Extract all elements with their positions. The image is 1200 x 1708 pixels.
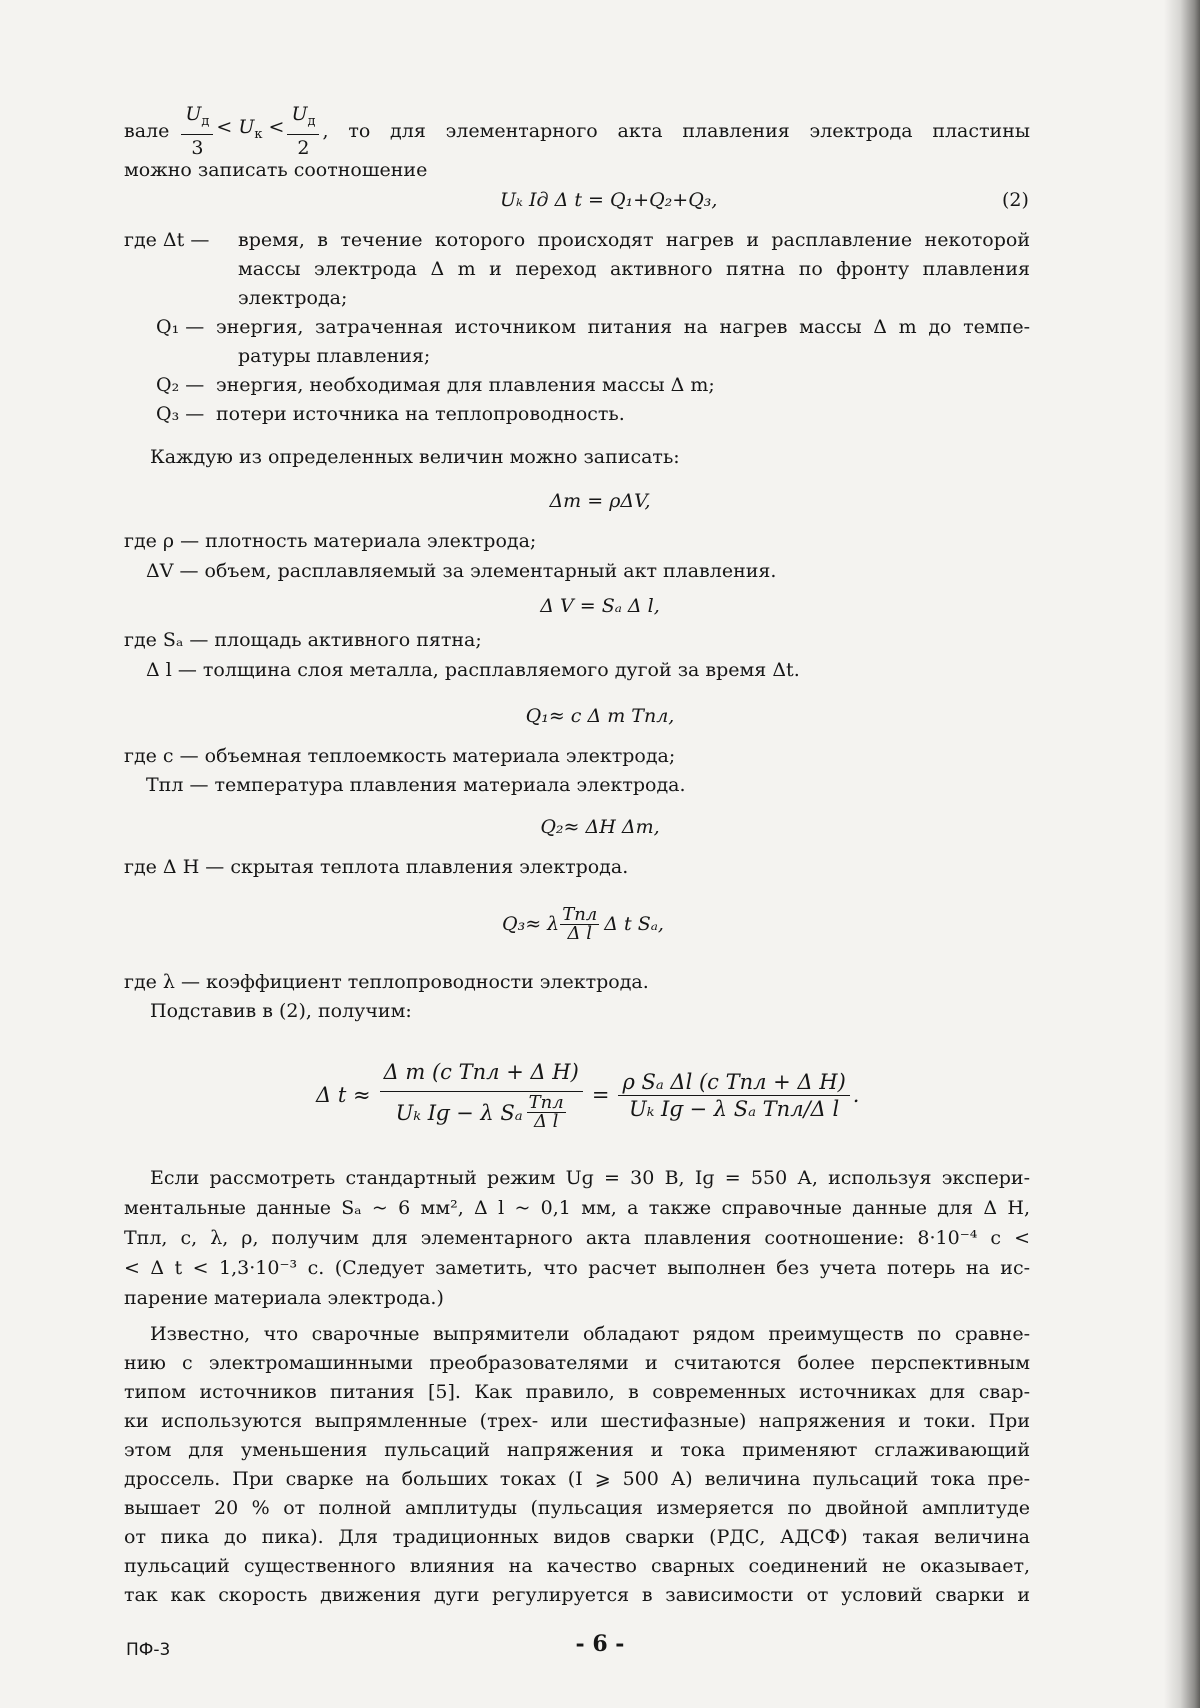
para2-line-4: ки используются выпрямленные (трех- или шестифазные) напряжения и токи. При (124, 1410, 1030, 1432)
def-dt-line-3: электрода; (238, 287, 348, 309)
equation-2: Uₖ Iд Δ t = Q₁+Q₂+Q₃, (500, 189, 718, 211)
big-eq-f1-den-den: Δ l (533, 1111, 559, 1132)
def-sa: где Sₐ — площадь активного пятна; (124, 629, 482, 651)
def-dv: ΔV — объем, расплавляемый за элементарный акт плавления. (146, 560, 777, 582)
def-q3-label: Q₃ — (156, 403, 205, 425)
def-dt-line-2: массы электрода Δ m и переход активного пятна по фронту плавления (238, 258, 1030, 280)
frac1-den: 3 (191, 137, 204, 160)
big-eq-f1-den (380, 1092, 583, 1131)
frac2-num: U (291, 102, 308, 125)
def-dt-label: где Δt — (124, 229, 210, 251)
def-q2-label: Q₂ — (156, 374, 205, 396)
equation-2-number: (2) (1002, 189, 1029, 211)
each-quantity-text: Каждую из определенных величин можно записать: (150, 446, 680, 468)
frac2-den: 2 (297, 137, 310, 160)
intro-line (124, 102, 1030, 160)
big-eq-f2-num: ρ Sₐ Δl (c Tпл + Δ H) (618, 1069, 849, 1096)
equation-q2: Q₂≈ ΔH Δm, (540, 816, 660, 838)
big-eq-equals: = (591, 1082, 610, 1107)
def-lambda: где λ — коэффициент теплопроводности электрода. (124, 971, 649, 993)
big-eq-fraction-2 (618, 1069, 849, 1122)
para2-line-8: от пика до пика). Для традиционных видов сварки (РДС, АДСФ) такая величина (124, 1526, 1030, 1548)
def-c: где c — объемная теплоемкость материала электрода; (124, 745, 676, 767)
eq-q3-lhs: Q₃≈ λ (502, 912, 560, 935)
eq-q3-den: Δ l (567, 922, 592, 944)
fraction-ud-2 (287, 101, 319, 162)
para2-line-6: дроссель. При сварке на больших токах (I ⩾ 500 А) величина пульсаций тока пре- (124, 1468, 1030, 1490)
para2-line-5: этом для уменьшения пульсаций напряжения и тока применяют сглаживающий (124, 1439, 1030, 1461)
para2-line-3: типом источников питания [5]. Как правило, в современных источниках для свар- (124, 1381, 1030, 1403)
equation-dt (316, 1040, 859, 1150)
frac1-num: U (185, 102, 202, 125)
def-dh: где Δ H — скрытая теплота плавления электрода. (124, 856, 629, 878)
big-eq-f1-num: Δ m (c Tпл + Δ H) (380, 1059, 583, 1092)
intro-rest: , то для элементарного акта плавления электрода пластины (322, 119, 1030, 142)
para1-line-2: ментальные данные Sₐ ~ 6 мм², Δ l ~ 0,1 мм, а также справочные данные для Δ H, (124, 1197, 1030, 1219)
big-eq-f1-den-fraction (527, 1094, 566, 1131)
equation-dm: Δm = ρΔV, (549, 490, 651, 512)
para2-line-1: Известно, что сварочные выпрямители обладают рядом преимуществ по сравне- (150, 1323, 1030, 1345)
fraction-ud-3 (181, 101, 213, 162)
equation-dv: Δ V = Sₐ Δ l, (540, 595, 660, 617)
big-eq-fraction-1 (380, 1059, 583, 1131)
def-q3-text: потери источника на теплопроводность. (216, 403, 625, 425)
para1-line-5: парение материала электрода.) (124, 1287, 444, 1309)
intro-line-2: можно записать соотношение (124, 159, 428, 181)
para2-line-10: так как скорость движения дуги регулируется в зависимости от условий сварки и (124, 1584, 1030, 1606)
def-dt-line-1: время, в течение которого происходят нагрев и расплавление некоторой (238, 229, 1030, 251)
def-tpl: Tпл — температура плавления материала электрода. (146, 774, 686, 796)
footer-code: ПФ-3 (126, 1640, 171, 1660)
big-eq-f2-den: Uₖ Iɡ − λ Sₐ Tпл/Δ l (629, 1096, 840, 1121)
big-eq-f1-den-num: Tпл (528, 1092, 564, 1113)
def-q1-label: Q₁ — (156, 316, 205, 338)
big-eq-end: . (852, 1082, 860, 1107)
para1-line-4: < Δ t < 1,3·10⁻³ с. (Следует заметить, что расчет выполнен без учета потерь на ис- (124, 1257, 1030, 1279)
para1-line-1: Если рассмотреть стандартный режим Uɡ = 30 В, Iɡ = 550 А, используя экспери- (150, 1167, 1030, 1189)
big-eq-lhs: Δ t ≈ (316, 1082, 371, 1107)
def-rho: где ρ — плотность материала электрода; (124, 530, 537, 552)
eq-q3-fraction (560, 903, 599, 944)
frac2-num-sub: д (307, 113, 316, 129)
eq-q3-num: Tпл (562, 903, 598, 925)
para2-line-7: вышает 20 % от полной амплитуды (пульсация измеряется по двойной амплитуде (124, 1497, 1030, 1519)
substituting-text: Подставив в (2), получим: (150, 1000, 412, 1022)
equation-q3 (502, 892, 664, 956)
frac1-num-sub: д (201, 113, 210, 129)
def-dl: Δ l — толщина слоя металла, расплавляемого дугой за время Δt. (146, 659, 800, 681)
big-eq-f1-den-a: Uₖ Iɡ − λ Sₐ (395, 1100, 523, 1125)
para2-line-2: нию с электромашинными преобразователями и считаются более перспективным (124, 1352, 1030, 1374)
def-q2-text: энергия, необходимая для плавления массы Δ m; (216, 374, 715, 396)
eq-q3-rhs: Δ t Sₐ, (604, 912, 664, 935)
para2-line-9: пульсаций существенного влияния на качество сварных соединений не оказывает, (124, 1555, 1030, 1577)
intro-prefix: вале (124, 119, 170, 142)
intro-mid: < $U_к$ < (216, 116, 285, 142)
def-q1-line-2: ратуры плавления; (238, 345, 431, 367)
page-number: - 6 - (575, 1631, 625, 1657)
para1-line-3: Tпл, c, λ, ρ, получим для элементарного акта плавления соотношение: 8·10⁻⁴ с < (124, 1227, 1030, 1249)
def-q1-line-1: энергия, затраченная источником питания на нагрев массы Δ m до темпе- (216, 316, 1030, 338)
equation-q1: Q₁≈ c Δ m Tпл, (525, 705, 675, 727)
